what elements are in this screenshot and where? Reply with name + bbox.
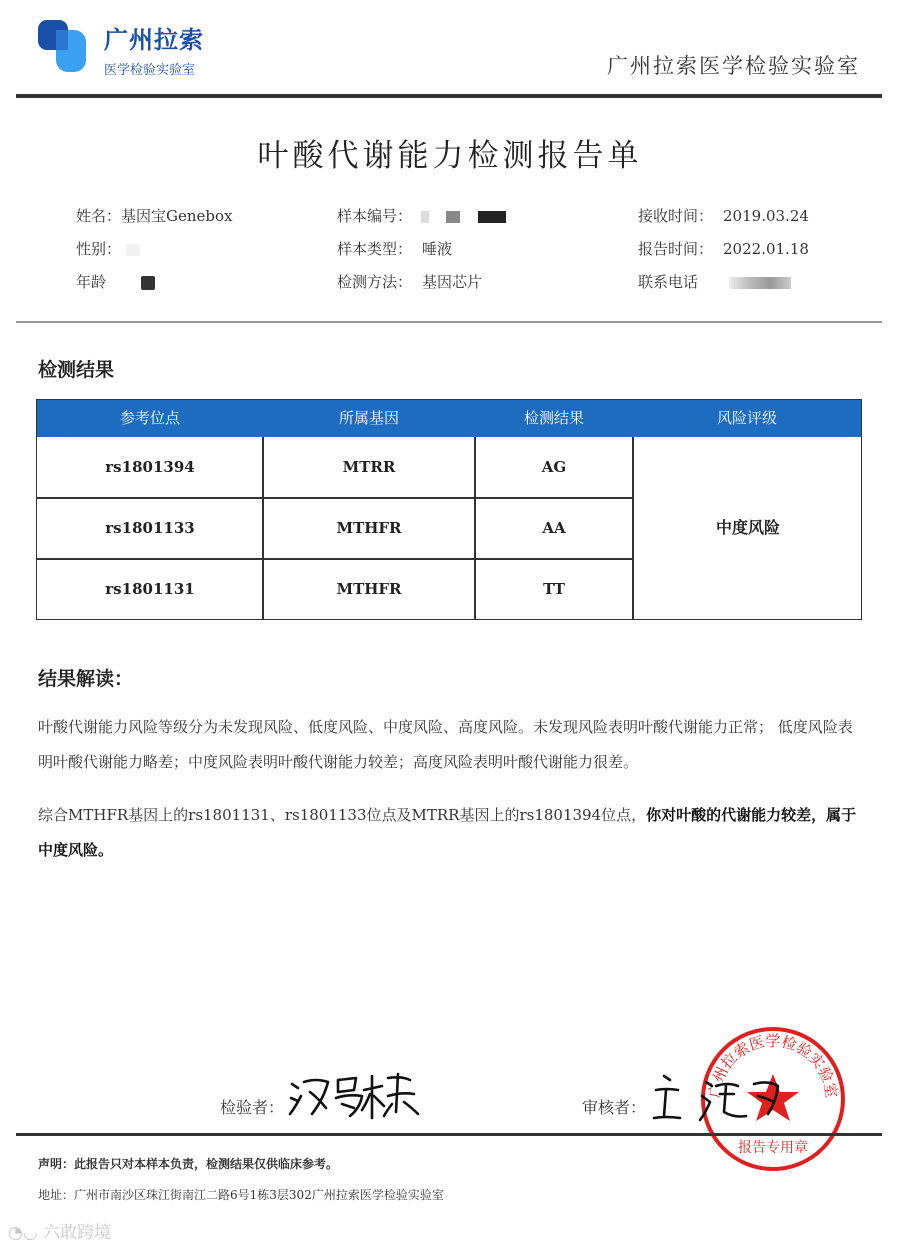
report-time-value: 2022.01.18 bbox=[723, 240, 809, 258]
sample-type-label: 样本类型： bbox=[337, 240, 413, 258]
info-name bbox=[76, 205, 233, 226]
received-label: 接收时间： bbox=[638, 207, 714, 225]
table-cell-result: AG bbox=[541, 458, 567, 476]
seal-text: 广州拉索医学检验实验室 bbox=[705, 1032, 841, 1100]
info-method bbox=[337, 271, 482, 292]
logo-name: 广州拉索 bbox=[104, 26, 204, 54]
watermark bbox=[8, 1218, 111, 1243]
received-value: 2019.03.24 bbox=[723, 207, 809, 225]
results-table-header bbox=[37, 400, 861, 437]
gender-label: 性别： bbox=[76, 240, 122, 258]
info-received bbox=[638, 205, 809, 226]
watermark-icon: ◔◡ bbox=[8, 1223, 38, 1243]
method-label: 检测方法： bbox=[337, 273, 413, 291]
seal-bottom-text: 报告专用章 bbox=[738, 1140, 808, 1156]
table-cell-result: TT bbox=[543, 580, 565, 598]
conclusion-text: 你对叶酸的代谢能力较差，属于中度风险。 bbox=[38, 806, 857, 859]
inspector-signature bbox=[288, 1068, 438, 1120]
method-value: 基因芯片 bbox=[422, 273, 483, 291]
name-value: 基因宝Genebox bbox=[121, 207, 233, 225]
report-time-label: 报告时间： bbox=[638, 240, 714, 258]
results-heading: 检测结果 bbox=[38, 359, 115, 381]
info-divider bbox=[16, 321, 882, 323]
logo-text bbox=[104, 20, 204, 78]
logo-subtitle: 医学检验实验室 bbox=[104, 63, 196, 78]
table-cell-gene: MTHFR bbox=[336, 580, 402, 598]
table-cell-gene: MTHFR bbox=[336, 519, 402, 537]
risk-rating: 中度风险 bbox=[715, 518, 780, 537]
info-report-time bbox=[638, 238, 809, 259]
info-sample-type bbox=[337, 238, 452, 259]
interpretation-paragraph-1: 叶酸代谢能力风险等级分为未发现风险、低度风险、中度风险、高度风险。未发现风险表明叶酸代谢能力正常； 低度风险表明叶酸代谢能力略差；中度风险表明叶酸代谢能力较差；高度风险表明叶酸代谢能力很差。 bbox=[38, 718, 853, 771]
interpretation-paragraph-2 bbox=[38, 798, 864, 868]
name-label: 姓名： bbox=[76, 207, 122, 225]
interpretation-heading: 结果解读： bbox=[38, 668, 134, 690]
statement: 声明：此报告只对本样本负责，检测结果仅供临床参考。 bbox=[38, 1157, 339, 1171]
sample-no-label: 样本编号： bbox=[337, 207, 413, 225]
table-cell-gene: MTRR bbox=[342, 458, 396, 476]
age-redacted bbox=[141, 276, 155, 290]
phone-label: 联系电话 bbox=[638, 273, 699, 291]
results-table bbox=[36, 399, 862, 620]
phone-redacted bbox=[729, 277, 791, 289]
reviewer-label: 审核者： bbox=[582, 1098, 647, 1117]
lab-name: 广州拉索医学检验实验室 bbox=[607, 54, 860, 78]
table-cell-site: rs1801394 bbox=[105, 458, 195, 476]
sample-no-redacted-2 bbox=[446, 211, 460, 223]
column-header-gene: 所属基因 bbox=[338, 409, 399, 427]
address-label: 地址： bbox=[38, 1188, 75, 1202]
address-value: 广州市南沙区珠江街南江二路6号1栋3层302广州拉索医学检验实验室 bbox=[74, 1188, 444, 1202]
footer-divider bbox=[16, 1133, 882, 1136]
conclusion-basis: 综合MTHFR基因上的rs1801131、rs1801133位点及MTRR基因上的rs1801394位点， bbox=[38, 806, 647, 824]
table-cell-result: AA bbox=[542, 519, 566, 537]
inspector-label: 检验者： bbox=[220, 1098, 285, 1117]
header-divider bbox=[16, 94, 882, 98]
reviewer-signature bbox=[650, 1068, 800, 1128]
table-cell-site: rs1801133 bbox=[105, 519, 195, 537]
company-logo bbox=[36, 18, 88, 74]
column-header-site: 参考位点 bbox=[119, 409, 180, 427]
info-phone bbox=[638, 271, 791, 292]
column-header-risk: 风险评级 bbox=[716, 409, 777, 427]
report-title: 叶酸代谢能力检测报告单 bbox=[257, 138, 643, 174]
table-cell-site: rs1801131 bbox=[105, 580, 195, 598]
watermark-text: 六敢跨境 bbox=[43, 1223, 112, 1243]
address bbox=[38, 1186, 444, 1203]
info-age bbox=[76, 271, 155, 292]
sample-no-redacted-1 bbox=[421, 211, 429, 223]
sample-type-value: 唾液 bbox=[422, 240, 453, 258]
info-gender bbox=[76, 238, 140, 259]
gender-redacted bbox=[126, 244, 140, 256]
column-header-result: 检测结果 bbox=[523, 409, 584, 427]
info-sample-no bbox=[337, 205, 506, 226]
age-label: 年龄 bbox=[76, 273, 107, 291]
sample-no-redacted-3 bbox=[478, 211, 506, 223]
